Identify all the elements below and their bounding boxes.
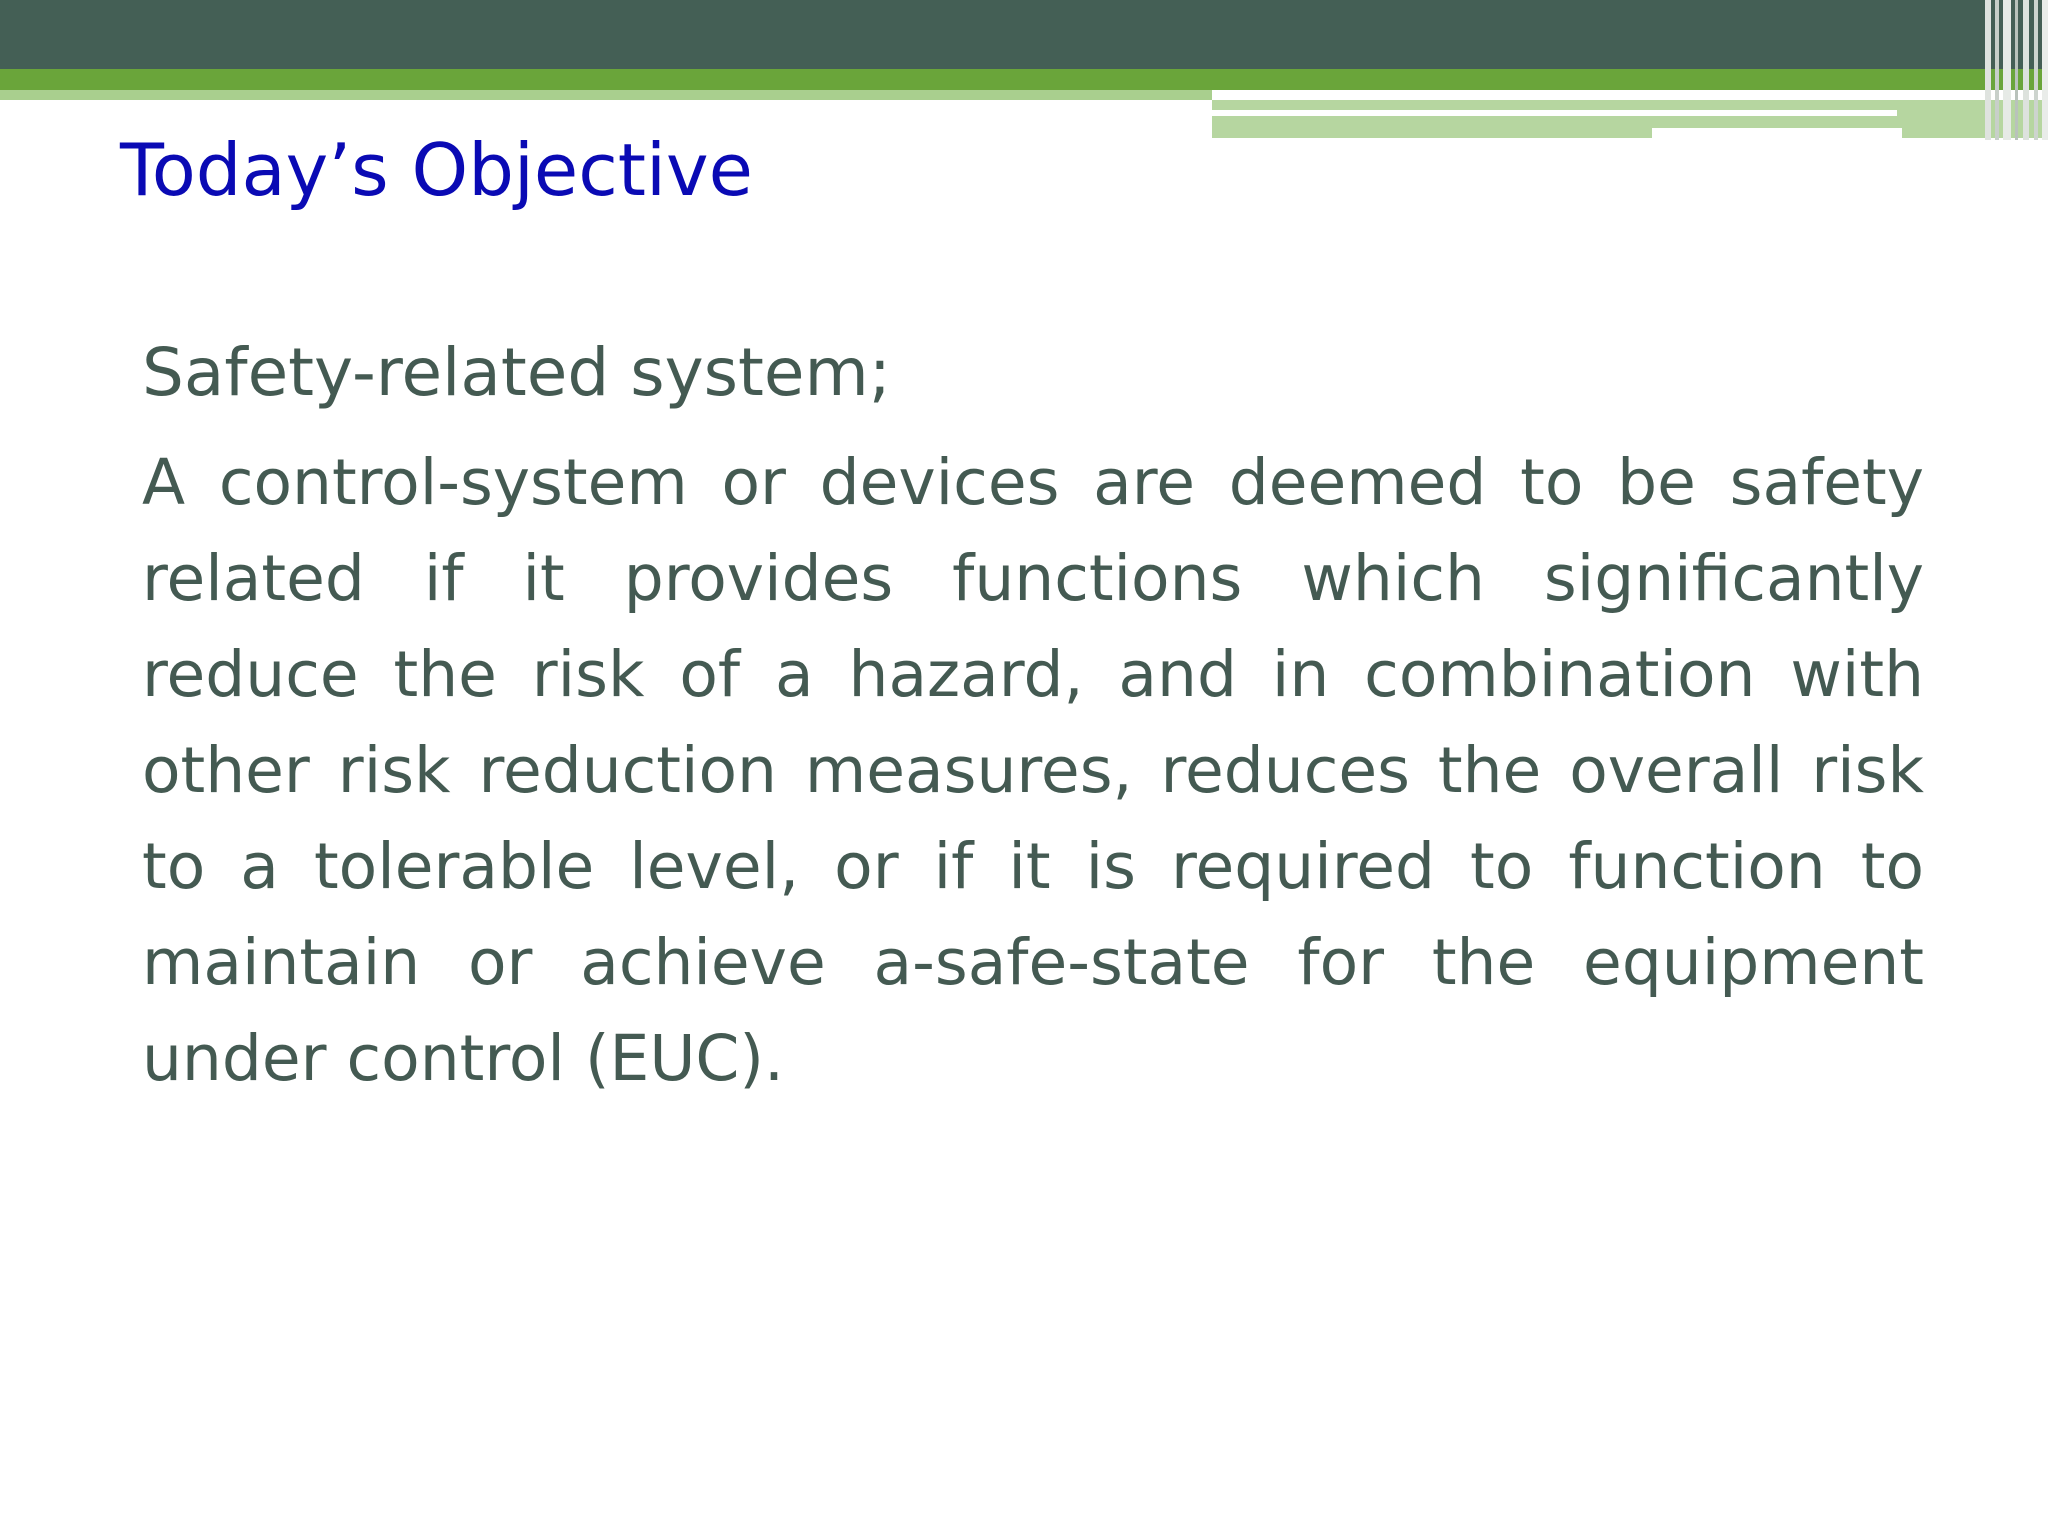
header-band-step bbox=[1652, 128, 1902, 138]
slide-body bbox=[142, 325, 1924, 1107]
header-band-dark bbox=[0, 0, 2048, 69]
definition-paragraph: A control-system or devices are deemed to be safety related if it provides functions which significantly reduce the risk of a hazard, and in combination with other risk reduction measures, reduces the overall risk to a tolerable level, or if it is required to function to maintain or achieve a-safe-state for the equipment under control (EUC). bbox=[142, 446, 1924, 1095]
body-heading-line: Safety-related system; bbox=[142, 334, 892, 411]
slide-title: Today’s Objective bbox=[120, 128, 753, 212]
header-band-light-right bbox=[1212, 100, 2048, 138]
header-band-white-line bbox=[1212, 110, 1897, 116]
header-band-light-left bbox=[0, 90, 1212, 100]
header-band-green bbox=[0, 69, 2048, 90]
